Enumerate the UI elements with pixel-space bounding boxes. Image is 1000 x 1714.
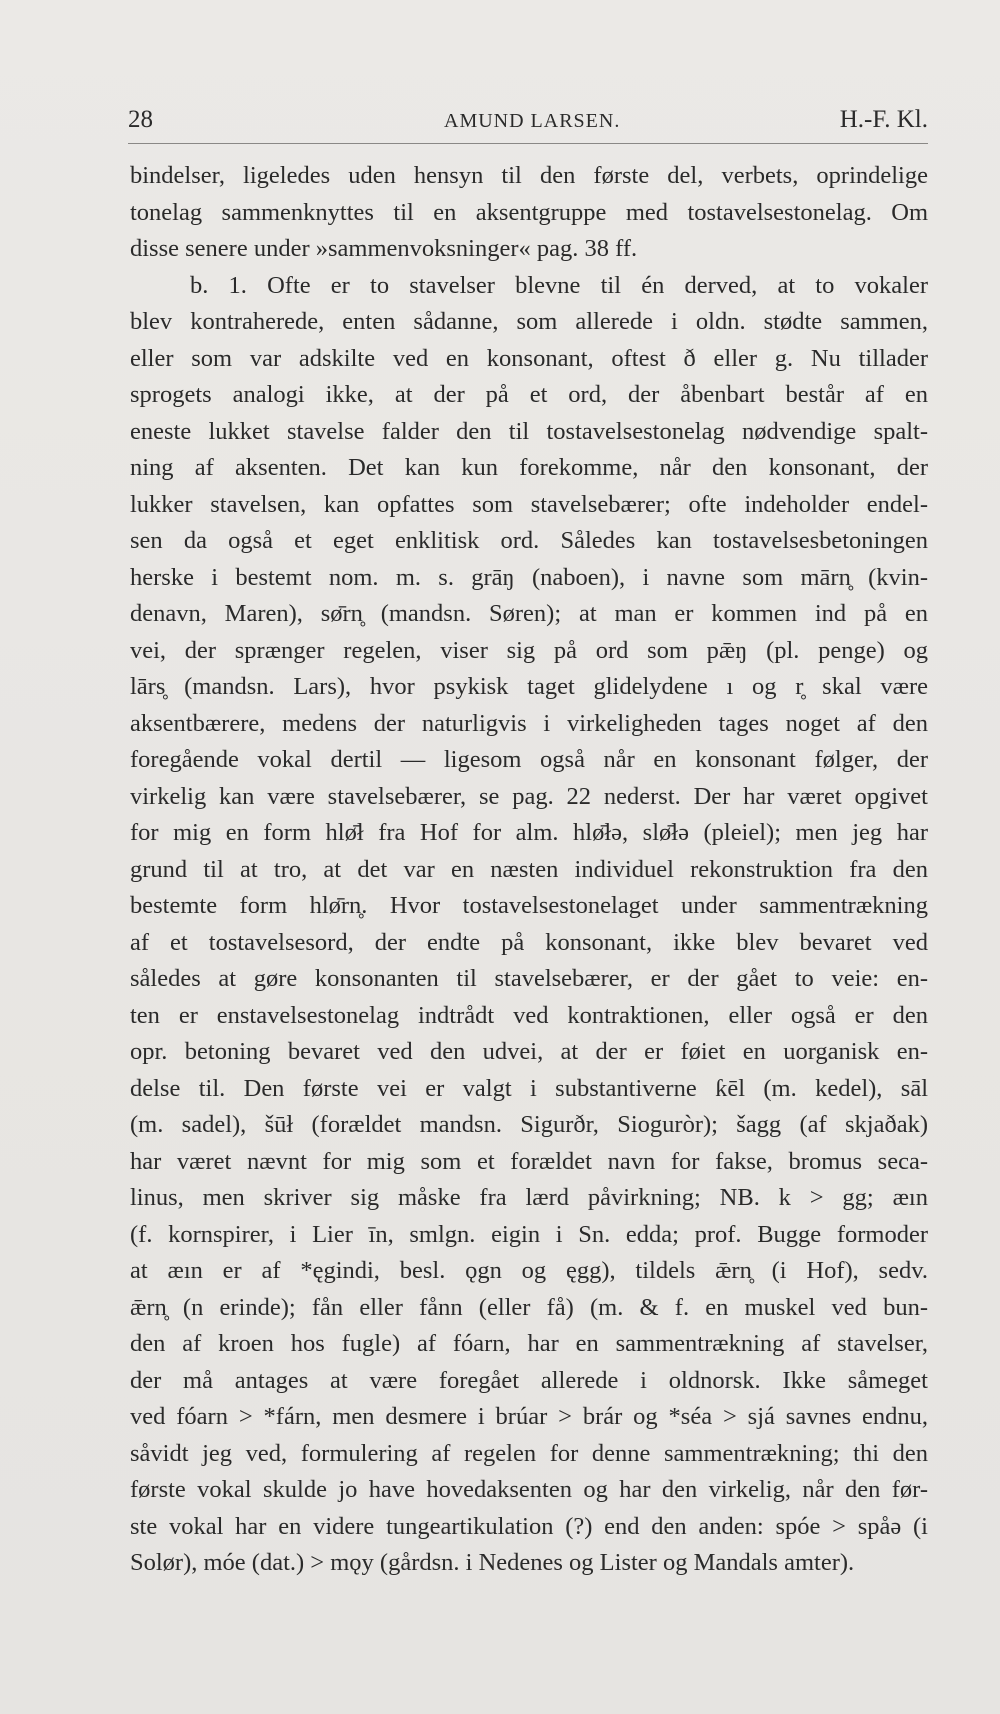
text-line: b. 1. Ofte er to stavelser blevne til én derved, at to vokaler [190, 271, 928, 299]
text-line: eneste lukket stavelse falder den til tostavelsestonelag nødvendige spalt- [130, 417, 928, 445]
text-line: grund til at tro, at det var en næsten individuel rekonstruktion fra den [130, 855, 928, 883]
text-line: blev kontraherede, enten sådanne, som allerede i oldn. stødte sammen, [130, 308, 928, 335]
text-line: tonelag sammenknyttes til en aksentgruppe med tostavelsestonelag. Om [130, 198, 928, 226]
text-line: ten er enstavelsestonelag indtrådt ved kontraktionen, eller også er den [130, 1001, 928, 1029]
text-line: første vokal skulde jo have hovedaksenten og har den virkelig, når den før- [130, 1476, 928, 1503]
text-line: ning af aksenten. Det kan kun forekomme, når den konsonant, der [130, 454, 928, 481]
header-rule [128, 143, 928, 144]
text-line: der må antages at være foregået allerede i oldnorsk. Ikke såmeget [130, 1366, 928, 1394]
text-line: bindelser, ligeledes uden hensyn til den første del, verbets, oprindelige [130, 162, 928, 189]
running-title: AMUND LARSEN. [444, 110, 621, 132]
text-line: opr. betoning bevaret ved den udvei, at der er føiet en uorganisk en- [130, 1038, 928, 1065]
text-line: delse til. Den første vei er valgt i substantiverne ƙēl (m. kedel), sāl [130, 1074, 928, 1102]
text-line: foregående vokal dertil — ligesom også når en konsonant følger, der [130, 746, 928, 773]
text-line: Solør), móe (dat.) > mǫy (gårdsn. i Nedenes og Lister og Mandals amter). [130, 1549, 855, 1576]
text-line: af et tostavelsesord, der endte på konsonant, ikke blev bevaret ved [130, 928, 928, 956]
section-mark: H.-F. Kl. [839, 106, 928, 133]
text-line: eller som var adskilte ved en konsonant, oftest ð eller g. Nu tillader [130, 344, 928, 372]
text-line: den af kroen hos fugle) af fóarn, har en sammentrækning af stavelser, [130, 1330, 928, 1357]
text-line: ved fóarn > *fárn, men desmere i brúar > brár og *séa > sjá savnes endnu, [130, 1403, 928, 1430]
running-head [128, 98, 928, 138]
text-line: således at gøre konsonanten til stavelsebærer, er der gået to veie: en- [130, 965, 928, 992]
text-line: disse senere under »sammenvoksninger« pag. 38 ff. [130, 235, 638, 262]
text-line: (m. sadel), šūł (forældet mandsn. Sigurðr, Sioguròr); šagg (af skjaðak) [130, 1111, 928, 1138]
text-line: vei, der sprænger regelen, viser sig på ord som pǣŋ (pl. penge) og [130, 636, 928, 664]
text-line: sen da også et eget enklitisk ord. Således kan tostavelsesbetoningen [130, 527, 928, 554]
text-line: lukker stavelsen, kan opfattes som stavelsebærer; ofte indeholder endel- [130, 490, 928, 518]
text-line: linus, men skriver sig måske fra lærd påvirkning; NB. k > gg; æın [130, 1184, 928, 1211]
text-line: virkelig kan være stavelsebærer, se pag. 22 nederst. Der har været opgivet [130, 782, 928, 810]
text-line: for mig en form hlø̄ł fra Hof for alm. hlø̄łə, slø̄łə (pleiel); men jeg har [130, 819, 928, 846]
text-line: såvidt jeg ved, formulering af regelen for denne sammentrækning; thi den [130, 1439, 928, 1467]
text-line: lārs̥ (mandsn. Lars), hvor psykisk taget glidelydene ı og r̥ skal være [130, 673, 928, 700]
text-line: denavn, Maren), sø̄rn̥ (mandsn. Søren); at man er kommen ind på en [130, 600, 928, 627]
text-line: ste vokal har en videre tungeartikulation (?) end den anden: spóe > spåə (i [130, 1512, 928, 1540]
text-line: ǣrn̥ (n erinde); fån eller fånn (eller få) (m. & f. en muskel ved bun- [130, 1293, 928, 1321]
text-line: har været nævnt for mig som et forældet navn for fakse, bromus seca- [130, 1147, 928, 1175]
text-line: herske i bestemt nom. m. s. grāŋ (naboen), i navne som mārn̥ (kvin- [130, 563, 928, 591]
text-line: at æın er af *ęgindi, besl. ǫgn og ęgg), tildels ǣrn̥ (i Hof), sedv. [130, 1257, 928, 1284]
page-number: 28 [128, 106, 153, 133]
text-line: bestemte form hlø̄rn̥. Hvor tostavelsestonelaget under sammentrækning [130, 892, 928, 919]
text-line: aksentbærere, medens der naturligvis i virkeligheden tages noget af den [130, 709, 928, 737]
text-line: sprogets analogi ikke, at der på et ord, der åbenbart består af en [130, 381, 928, 408]
body-text [130, 158, 928, 1582]
text-line: (f. kornspirer, i Lier īn, smlgn. eigin i Sn. edda; prof. Bugge formoder [130, 1220, 928, 1248]
